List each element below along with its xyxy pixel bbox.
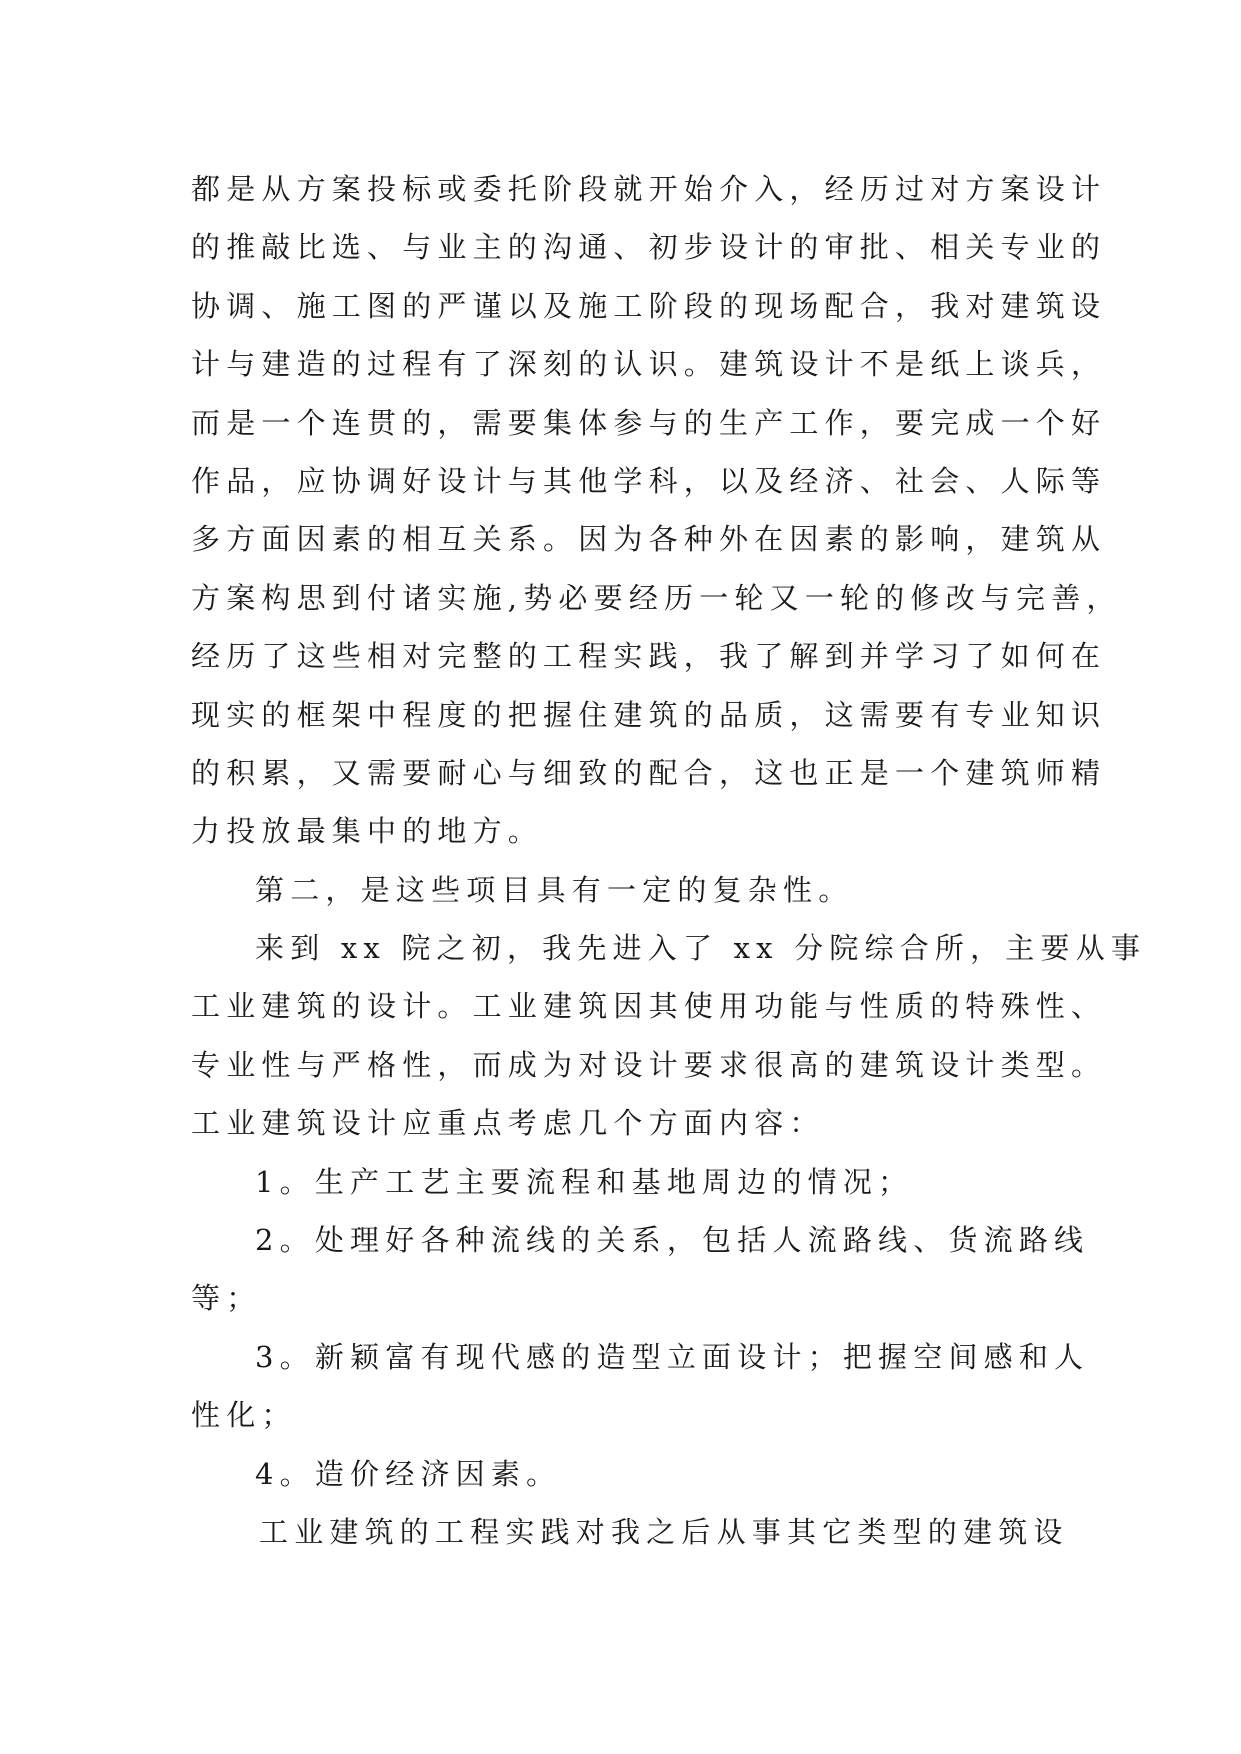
body-text: [191, 160, 1147, 1561]
text-line: 工业建筑设计应重点考虑几个方面内容：: [191, 1106, 825, 1141]
text-line: 力投放最集中的地方。: [191, 814, 544, 849]
text-line: 等；: [191, 1281, 262, 1316]
text-line: 的积累，又需要耐心与细致的配合，这也正是一个建筑师精: [191, 755, 1107, 790]
text-line: 多方面因素的相互关系。因为各种外在因素的影响，建筑从: [191, 522, 1107, 557]
text-line: 协调、施工图的严谨以及施工阶段的现场配合，我对建筑设: [191, 288, 1107, 323]
text-line: 现实的框架中程度的把握住建筑的品质，这需要有专业知识: [191, 697, 1107, 732]
text-line: 计与建造的过程有了深刻的认识。建筑设计不是纸上谈兵，: [191, 347, 1107, 382]
text-line: 的推敲比选、与业主的沟通、初步设计的审批、相关专业的: [191, 230, 1107, 265]
text-line: 3。新颖富有现代感的造型立面设计；把握空间感和人: [255, 1339, 1090, 1374]
text-line: 来到 xx 院之初，我先进入了 xx 分院综合所，主要从事: [255, 931, 1147, 966]
text-line: 工业建筑的设计。工业建筑因其使用功能与性质的特殊性、: [191, 989, 1107, 1024]
text-line: 专业性与严格性，而成为对设计要求很高的建筑设计类型。: [191, 1047, 1107, 1082]
text-line: 1。生产工艺主要流程和基地周边的情况；: [255, 1164, 914, 1199]
text-line: 2。处理好各种流线的关系，包括人流路线、货流路线: [255, 1223, 1090, 1258]
text-line: 作品，应协调好设计与其他学科，以及经济、社会、人际等: [191, 463, 1107, 498]
text-line: 4。造价经济因素。: [255, 1456, 562, 1491]
text-line: 都是从方案投标或委托阶段就开始介入，经历过对方案设计: [191, 172, 1107, 206]
text-line: 而是一个连贯的，需要集体参与的生产工作，要完成一个好: [191, 405, 1107, 440]
text-line: 工业建筑的工程实践对我之后从事其它类型的建筑设: [259, 1514, 1069, 1549]
text-line: 性化；: [191, 1398, 297, 1433]
text-line: 第二，是这些项目具有一定的复杂性。: [255, 872, 854, 907]
text-line: 经历了这些相对完整的工程实践，我了解到并学习了如何在: [191, 639, 1107, 674]
text-line: 方案构思到付诸实施,势必要经历一轮又一轮的修改与完善，: [191, 580, 1122, 615]
